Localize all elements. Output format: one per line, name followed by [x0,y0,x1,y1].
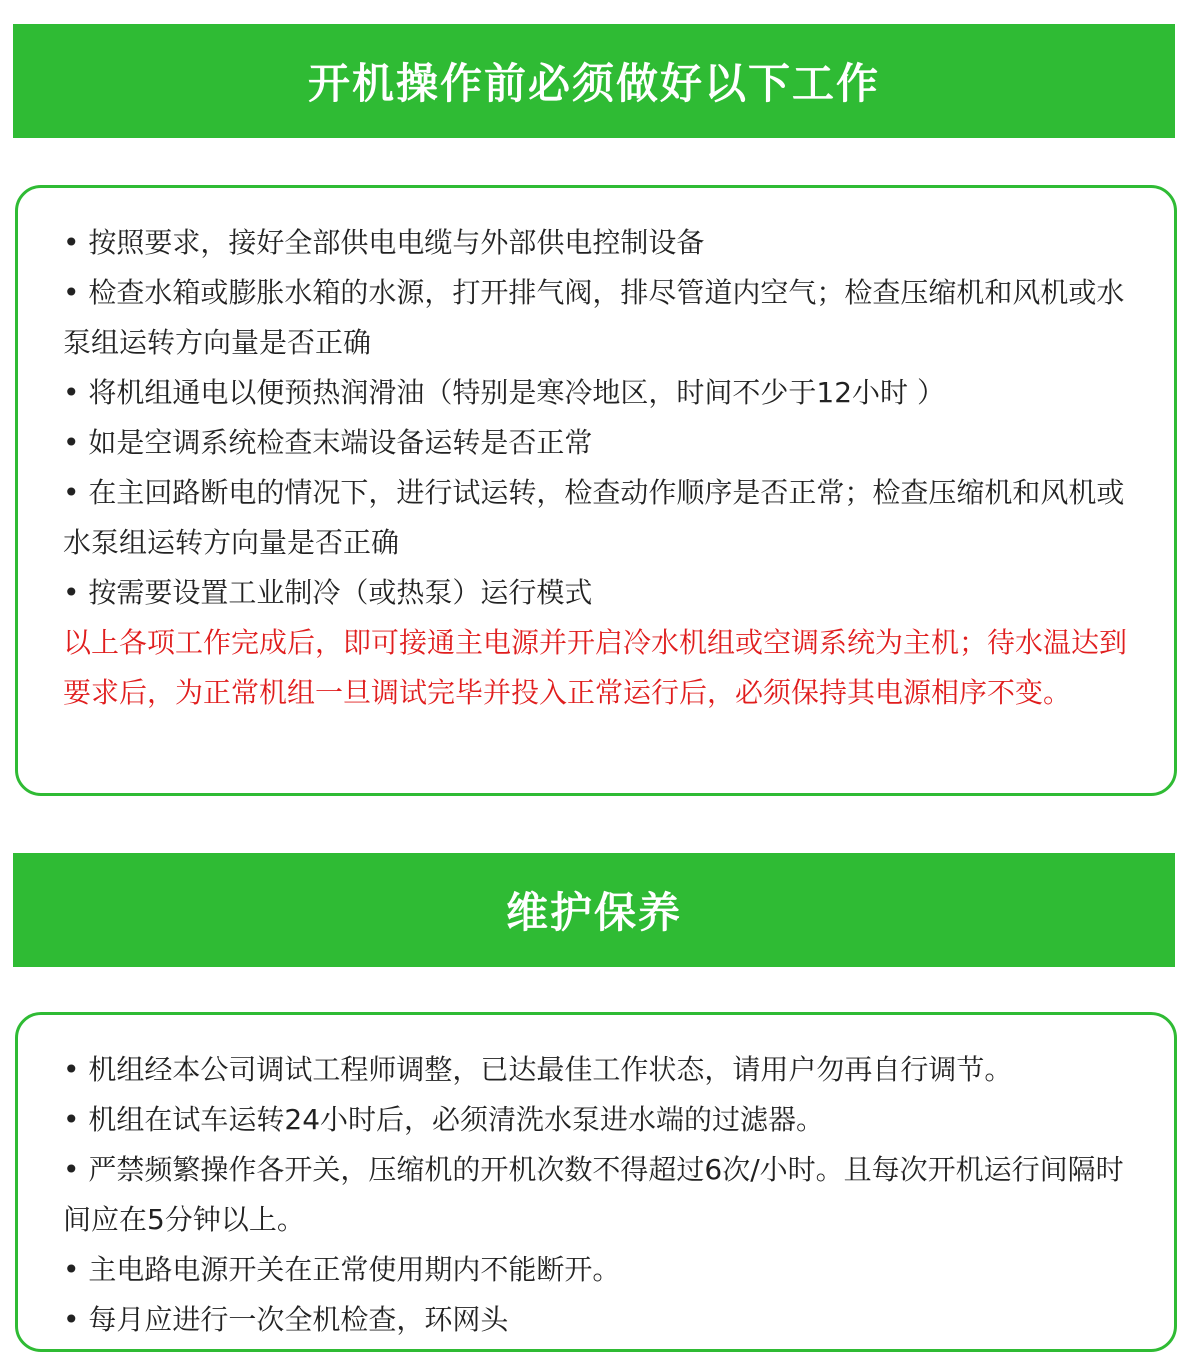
maintenance-item: • 机组在试车运转24小时后，必须清洗水泵进水端的过滤器。 [63,1103,825,1136]
maintenance-panel [15,1012,1177,1352]
maintenance-item: • 每月应进行一次全机检查，环网头 [63,1303,509,1336]
maintenance-list [63,1045,1148,1345]
startup-checklist [63,218,1148,718]
startup-checklist-panel [15,185,1177,796]
checklist-item: • 如是空调系统检查末端设备运转是否正常 [63,426,593,459]
section-title-startup: 开机操作前必须做好以下工作 [307,59,880,108]
checklist-item: • 按照要求，接好全部供电电缆与外部供电控制设备 [63,226,705,259]
maintenance-item: • 主电路电源开关在正常使用期内不能断开。 [63,1253,621,1286]
checklist-item: • 将机组通电以便预热润滑油（特别是寒冷地区，时间不少于12小时 ） [63,376,945,409]
section-header-startup [13,24,1175,138]
maintenance-item: • 严禁频繁操作各开关，压缩机的开机次数不得超过6次/小时。且每次开机运行间隔时间应在5分钟以上。 [63,1153,1124,1236]
maintenance-item: • 机组经本公司调试工程师调整，已达最佳工作状态，请用户勿再自行调节。 [63,1053,1013,1086]
section-title-maintenance: 维护保养 [505,888,682,937]
checklist-item: • 检查水箱或膨胀水箱的水源，打开排气阀，排尽管道内空气；检查压缩机和风机或水泵组运转方向量是否正确 [63,276,1125,359]
warning-note: 以上各项工作完成后，即可接通主电源并开启冷水机组或空调系统为主机；待水温达到要求后，为正常机组一旦调试完毕并投入正常运行后，必须保持其电源相序不变。 [63,626,1128,709]
checklist-item: • 按需要设置工业制冷（或热泵）运行模式 [63,576,593,609]
checklist-item: • 在主回路断电的情况下，进行试运转，检查动作顺序是否正常；检查压缩机和风机或水泵组运转方向量是否正确 [63,476,1125,559]
section-header-maintenance [13,853,1175,967]
